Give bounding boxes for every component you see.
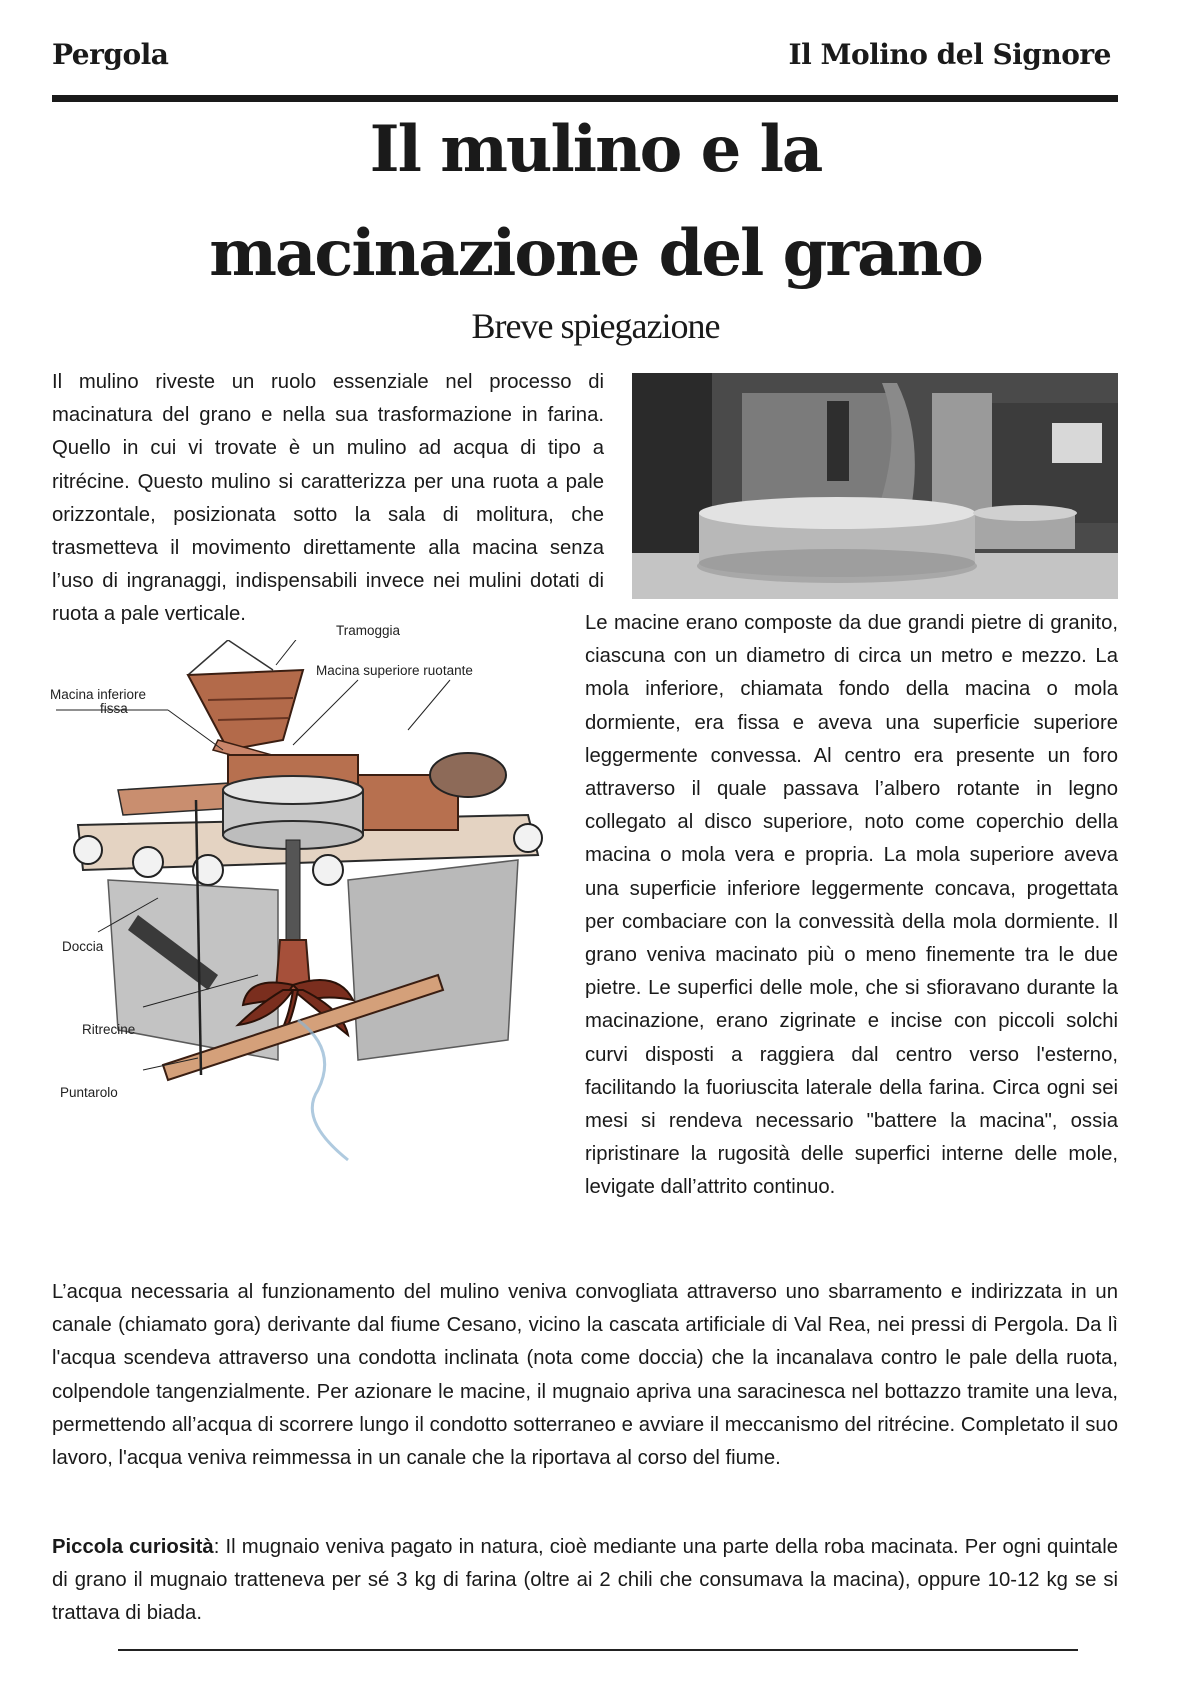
page-title-line-2: macinazione del grano bbox=[209, 216, 982, 291]
label-puntarolo: Puntarolo bbox=[60, 1085, 118, 1100]
label-tramoggia: Tramoggia bbox=[336, 623, 401, 638]
label-macina-inferiore-line2: fissa bbox=[100, 701, 128, 716]
label-macina-inferiore-line1: Macina inferiore bbox=[50, 687, 147, 702]
millstones-paragraph: Le macine erano composte da due grandi pietre di granito, ciascuna con un diametro di circa un metro e mezzo. La mola inferiore, chiamata fondo della macina o mola dormiente, era fissa e aveva una superficie superiore leggermente convessa. Al centro era presente un foro attraverso il quale passava l’albero rotante in legno collegato al disco superiore, noto come coperchio della macina o mola vera e propria. La mola superiore aveva una superficie inferiore leggermente concava, progettata per combaciare con la convessità della mola dormiente. Il grano veniva macinato più o meno finemente tra le due pietre. Le superfici delle mole, che si sfioravano durante la macinazione, erano zigrinate e incise con piccoli solchi curvi disposti a raggiera dal centro verso l'esterno, facilitando la fuoriuscita laterale della farina. Circa ogni sei mesi si rendeva necessario "battere la macina", ossia ripristinare la rugosità delle superfici interne delle mole, levigate dall’attrito continuo. bbox=[585, 612, 1118, 1199]
label-doccia: Doccia bbox=[62, 939, 104, 954]
curiosity-label: Piccola curiosità bbox=[52, 1536, 214, 1558]
page-subtitle: Breve spiegazione bbox=[471, 306, 720, 346]
mill-diagram-illustration bbox=[48, 640, 568, 1240]
header-divider bbox=[52, 95, 1118, 102]
millstone-photo-illustration bbox=[632, 373, 1118, 599]
mill-mechanism-diagram bbox=[48, 623, 568, 1240]
curiosity-text: : Il mugnaio veniva pagato in natura, cioè mediante una parte della roba macinata. Per ogni quintale di grano il mugnaio tratteneva per sé 3 kg di farina (oltre ai 2 chili che consumava la macina), oppure 10-12 kg se si trattava di biada. bbox=[52, 1536, 1118, 1625]
label-macina-superiore: Macina superiore ruotante bbox=[316, 663, 473, 678]
label-ritrecine: Ritrecine bbox=[82, 1022, 136, 1037]
water-paragraph: L’acqua necessaria al funzionamento del mulino veniva convogliata attraverso uno sbarramento e indirizzata in un canale (chiamato gora) derivante dal fiume Cesano, vicino la cascata artificiale di Val Rea, nei pressi di Pergola. Da lì l'acqua scendeva attraverso una condotta inclinata (nota come doccia) che la incanalava contro le pale della ruota, colpendole tangenzialmente. Per azionare le macine, il mugnaio apriva una saracinesca nel bottazzo tramite una leva, permettendo all’acqua di scorrere lungo il condotto sotterraneo e avviare il meccanismo del ritrécine. Completato il suo lavoro, l'acqua veniva reimmessa in un canale che la riportava al corso del fiume. bbox=[52, 1281, 1118, 1470]
header-site-name: Il Molino del Signore bbox=[788, 38, 1111, 71]
millstone-photo bbox=[632, 373, 1118, 599]
intro-paragraph: Il mulino riveste un ruolo essenziale nel processo di macinatura del grano e nella sua trasformazione in farina. Quello in cui vi trovate è un mulino ad acqua di tipo a ritrécine. Questo mulino si caratterizza per una ruota a pale orizzontale, posizionata sotto la sala di molitura, che trasmetteva il movimento direttamente alla macina senza l’uso di ingranaggi, indispensabili invece nei mulini dotati di ruota a pale verticale. bbox=[52, 371, 604, 626]
footer-divider bbox=[118, 1649, 1078, 1651]
header-location: Pergola bbox=[52, 38, 169, 71]
page-title-line-1: Il mulino e la bbox=[369, 112, 822, 187]
curiosity-paragraph bbox=[52, 1531, 1118, 1631]
